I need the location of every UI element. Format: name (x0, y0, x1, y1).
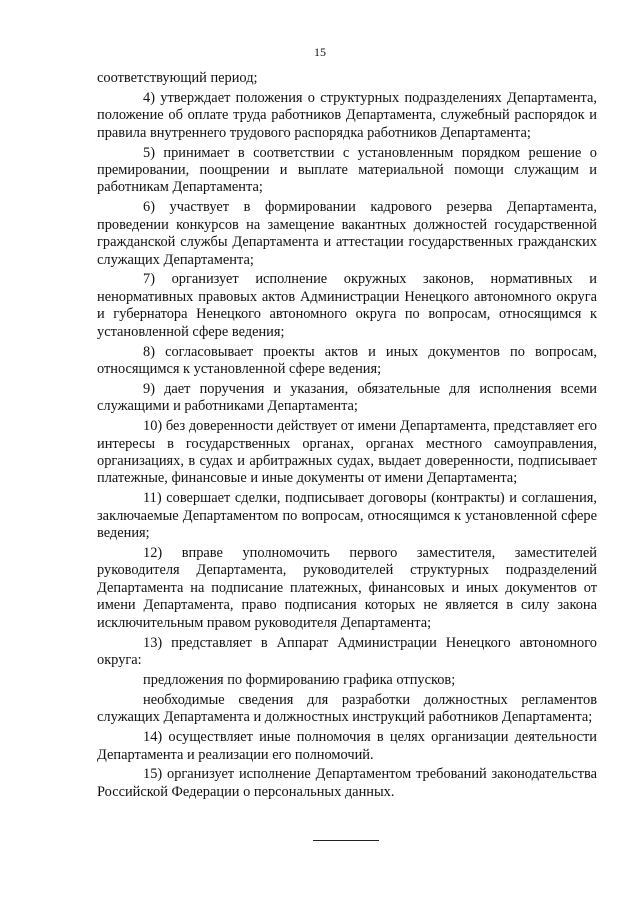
paragraph-item-8: 8) согласовывает проекты актов и иных документов по вопросам, относящимся к установленной сфере ведения; (97, 343, 597, 377)
paragraph-item-12: 12) вправе уполномочить первого заместителя, заместителей руководителя Департамента, руководителей структурных подразделений Департамента на подписание платежных, финансовых и иных документов от имени Департамента, право подписания которых не является в силу закона исключительным правом руководителя Департамента; (97, 545, 597, 631)
document-body (97, 70, 597, 804)
paragraph-item-9: 9) дает поручения и указания, обязательные для исполнения всеми служащими и работниками Департамента; (97, 380, 597, 415)
paragraph-item-10: 10) без доверенности действует от имени Департамента, представляет его интересы в государственных органах, органах местного самоуправления, организациях, в судах и арбитражных судах, выдает доверенности, подписывает платежные, финансовые и иные документы от имени Департамента; (97, 418, 597, 487)
paragraph-item-5: 5) принимает в соответствии с установленным порядком решение о премировании, поощрении и выплате материальной помощи служащим и работникам Департамента; (97, 144, 597, 196)
paragraph-item-14: 14) осуществляет иные полномочия в целях организации деятельности Департамента и реализации его полномочий. (97, 729, 597, 763)
paragraph-continuation: соответствующий период; (97, 70, 258, 86)
paragraph-item-6: 6) участвует в формировании кадрового резерва Департамента, проведении конкурсов на замещение вакантных должностей государственной гражданской службы Департамента и аттестации государственных гражданских служащих Департамента; (97, 199, 597, 268)
paragraph-item-7: 7) организует исполнение окружных законов, нормативных и ненормативных правовых актов Администрации Ненецкого автономного округа и губернатора Ненецкого автономного округа по вопросам, относящимся к установленной сфере ведения; (97, 271, 597, 340)
page-number: 15 (314, 45, 326, 59)
paragraph-item-13: 13) представляет в Аппарат Администрации Ненецкого автономного округа: (97, 634, 597, 668)
paragraph-item-13-sub-2: необходимые сведения для разработки должностных регламентов служащих Департамента и должностных инструкций работников Департамента; (97, 691, 597, 726)
paragraph-item-4: 4) утверждает положения о структурных подразделениях Департамента, положение об оплате труда работников Департамента, служебный распорядок и правила внутреннего трудового распорядка работников Департамента; (97, 89, 597, 141)
end-divider (313, 840, 379, 841)
paragraph-item-15: 15) организует исполнение Департаментом требований законодательства Российской Федерации о персональных данных. (97, 766, 597, 800)
paragraph-item-13-sub-1: предложения по формированию графика отпусков; (143, 671, 456, 688)
paragraph-item-11: 11) совершает сделки, подписывает договоры (контракты) и соглашения, заключаемые Департаментом по вопросам, относящимся к установленной сфере ведения; (97, 490, 597, 542)
